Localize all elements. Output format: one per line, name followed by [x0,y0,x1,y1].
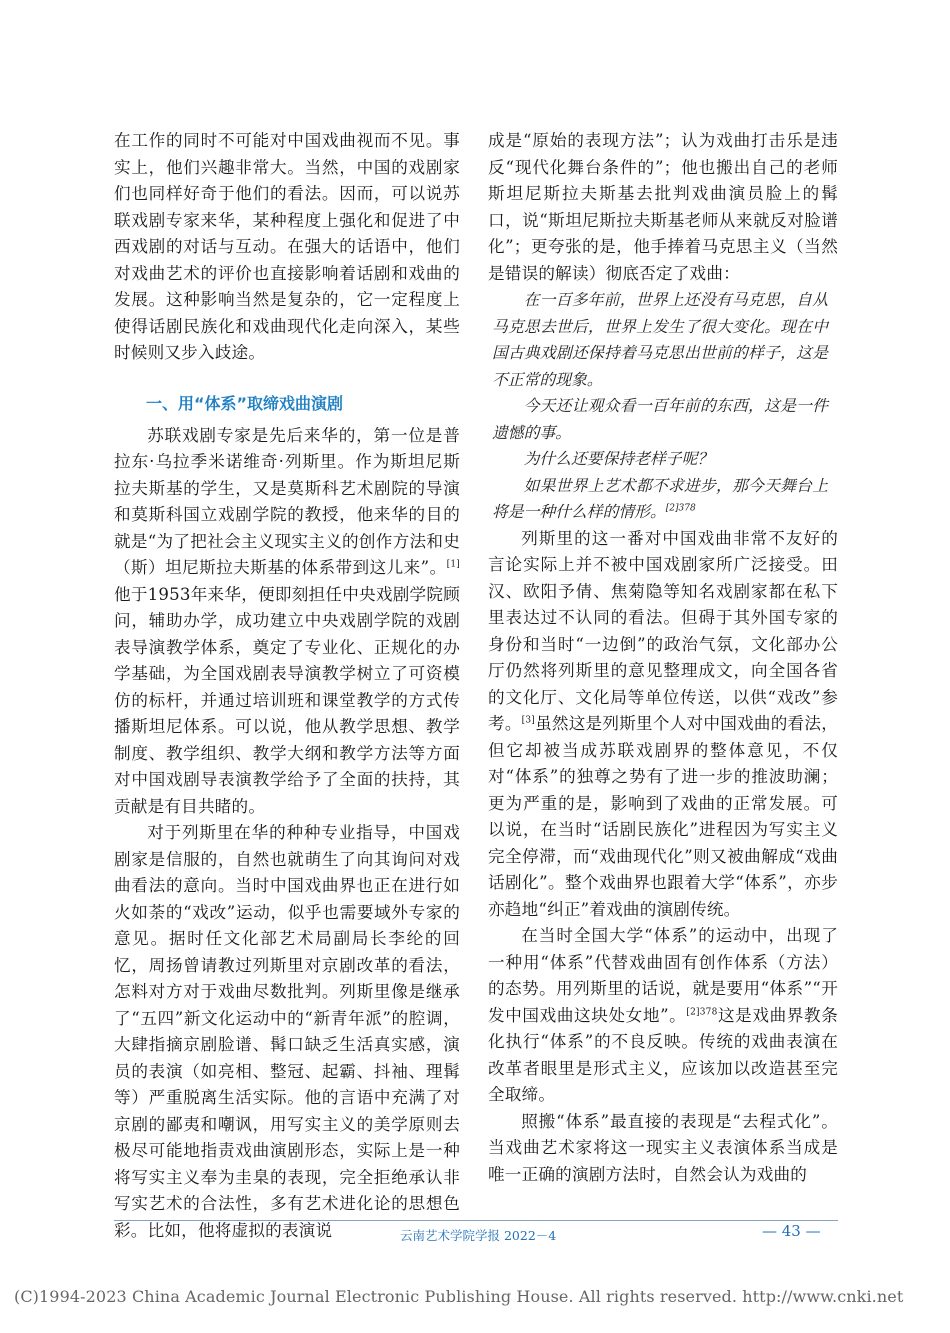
left-column [114,128,460,1244]
citation: [2]378 [686,1006,718,1017]
paragraph: 照搬“体系”最直接的表现是“去程式化”。当戏曲艺术家将这一现实主义表演体系当成是唯一正确的演剧方法时，自然会认为戏曲的 [488,1111,838,1184]
paragraph-text: 列斯里的这一番对中国戏曲非常不友好的言论实际上并不被中国戏剧家所广泛接受。田汉、欧阳予倩、焦菊隐等知名戏剧家都在私下里表达过不认同的看法。但碍于其外国专家的身份和当时“一边倒”的政治气氛，文化部办公厅仍然将列斯里的意见整理成文，向全国各省的文化厅、文化局等单位传送，以供“戏改”参考。 [488,528,838,733]
citation: [2]378 [665,503,696,514]
quote-text: 如果世界上艺术都不求进步，那今天舞台上将是一种什么样的情形。 [492,475,828,521]
paragraph-text: 他于1953年来华，便即刻担任中央戏剧学院顾问，辅助办学，成功建立中央戏剧学院的戏剧表导演教学体系，奠定了专业化、正规化的办学基础，为全国戏剧表导演教学树立了可资模仿的标杆，并通过培训班和课堂教学的方式传播斯坦尼体系。可以说，他从教学思想、教学制度、教学组织、教学大纲和教学方法等方面对中国戏剧导表演教学给予了全面的扶持，其贡献是有目共睹的。 [114,584,460,816]
paragraph-text: 虽然这是列斯里个人对中国戏曲的看法，但它却被当成苏联戏剧界的整体意见，不仅对“体系”的独尊之势有了进一步的推波助澜；更为严重的是，影响到了戏曲的正常发展。可以说，在当时“话剧民族化”进程因为写实主义完全停滞，而“戏曲现代化”则又被曲解成“戏曲话剧化”。整个戏曲界也跟着大学“体系”，亦步亦趋地“纠正”着戏曲的演剧传统。 [488,714,838,919]
section-heading: 一、用“体系”取缔戏曲演剧 [146,393,344,413]
journal-name: 云南艺术学院学报 2022－4 [400,1228,557,1243]
paragraph [488,526,838,924]
paragraph [488,923,838,1109]
page-number: — 43 — [762,1222,821,1240]
paragraph [114,423,460,821]
block-quote: 为什么还要保持老样子呢？ [523,449,714,468]
citation: [1] [446,559,460,570]
copyright-notice: (C)1994-2023 China Academic Journal Electronic Publishing House. All rights reserved. http://www.cnki.net [14,1287,904,1306]
paragraph: 对于列斯里在华的种种专业指导，中国戏剧家是信服的，自然也就萌生了向其询问对戏曲看法的意向。当时中国戏曲界也正在进行如火如荼的“戏改”运动，似乎也需要域外专家的意见。据时任文化部艺术局副局长李纶的回忆，周扬曾请教过列斯里对京剧改革的看法，怎料对方对于戏曲尽数批判。列斯里像是继承了“五四”新文化运动中的“新青年派”的腔调，大肆指摘京剧脸谱、髯口缺乏生活真实感，演员的表演（如亮相、整冠、起霸、抖袖、理髯等）严重脱离生活实际。他的言语中充满了对京剧的鄙夷和嘲讽，用写实主义的美学原则去极尽可能地指责戏曲演剧形态，实际上是一种将写实主义奉为圭臬的表现，完全拒绝承认非写实艺术的合法性，多有艺术进化论的思想色彩。比如，他将虚拟的表演说 [114,823,460,1240]
citation: [3] [521,715,536,726]
block-quote [488,473,838,526]
footer-divider [114,1220,838,1221]
block-quote: 今天还让观众看一百年前的东西，这是一件遗憾的事。 [492,396,828,442]
right-column [488,128,838,1188]
paragraph: 成是“原始的表现方法”；认为戏曲打击乐是违反“现代化舞台条件的”；他也搬出自己的老师斯坦尼斯拉夫斯基去批判戏曲演员脸上的髯口，说“斯坦尼斯拉夫斯基老师从来就反对脸谱化”；更夸张的是，他手捧着马克思主义（当然是错误的解读）彻底否定了戏曲： [488,131,838,283]
paragraph-text: 这是戏曲界教条化执行“体系”的不良反映。传统的戏曲表演在改革者眼里是形式主义，应该加以改造甚至完全取缔。 [488,1005,838,1104]
paragraph: 在工作的同时不可能对中国戏曲视而不见。事实上，他们兴趣非常大。当然，中国的戏剧家们也同样好奇于他们的看法。因而，可以说苏联戏剧专家来华，某种程度上强化和促进了中西戏剧的对话与互动。在强大的话语中，他们对戏曲艺术的评价也直接影响着话剧和戏曲的发展。这种影响当然是复杂的，它一定程度上使得话剧民族化和戏曲现代化走向深入，某些时候则又步入歧途。 [114,131,460,362]
paragraph-text: 在当时全国大学“体系”的运动中，出现了一种用“体系”代替戏曲固有创作体系（方法）的态势。用列斯里的话说，就是要用“体系”“开发中国戏曲这块处女地”。 [488,926,838,1025]
paragraph-text: 苏联戏剧专家是先后来华的，第一位是普拉东·乌拉季米诺维奇·列斯里。作为斯坦尼斯拉夫斯基的学生，又是莫斯科艺术剧院的导演和莫斯科国立戏剧学院的教授，他来华的目的就是“为了把社会主义现实主义的创作方法和史（斯）坦尼斯拉夫斯基的体系带到这儿来”。 [114,425,460,577]
block-quote: 在一百多年前，世界上还没有马克思，自从马克思去世后，世界上发生了很大变化。现在中国古典戏剧还保持着马克思出世前的样子，这是不正常的现象。 [492,290,828,389]
